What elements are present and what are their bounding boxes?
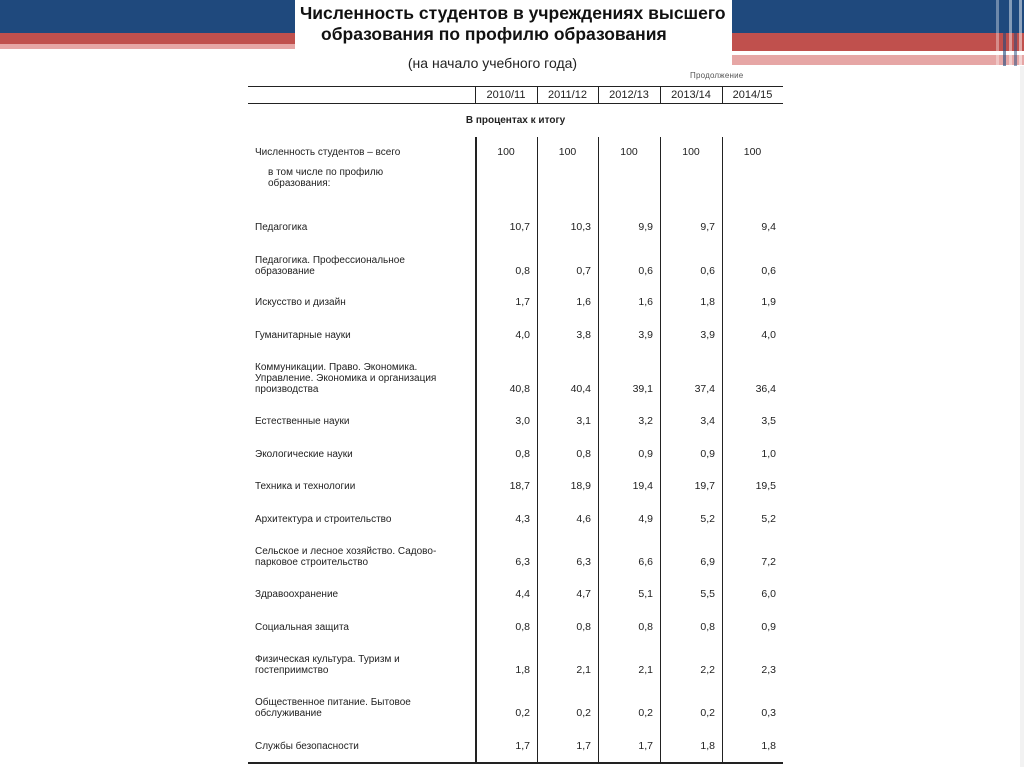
table-cell: 0,2	[700, 707, 715, 719]
table-cell: 6,3	[576, 556, 591, 568]
header-band-red-right	[732, 33, 1024, 51]
continuation-note: Продолжение	[690, 71, 744, 80]
row-label: Службы безопасности	[255, 741, 359, 752]
table-cell: 5,2	[761, 513, 776, 525]
table-section-label: В процентах к итогу	[465, 115, 566, 126]
table-cell: 3,9	[700, 329, 715, 341]
row-label: Педагогика. Профессиональное образование	[255, 255, 405, 277]
table-cell: 4,3	[515, 513, 530, 525]
table-cell: 10,7	[509, 221, 530, 233]
table-cell: 5,2	[700, 513, 715, 525]
table-cell: 5,1	[638, 588, 653, 600]
row-label: Техника и технологии	[255, 481, 356, 492]
table-cell: 1,8	[761, 740, 776, 752]
table-cell: 4,9	[638, 513, 653, 525]
table-cell: 1,9	[761, 296, 776, 308]
table-cell: 4,6	[576, 513, 591, 525]
table-cell: 3,1	[576, 415, 591, 427]
column-header: 2010/11	[486, 89, 526, 101]
table-cell: 0,8	[576, 448, 591, 460]
table-cell: 6,0	[761, 588, 776, 600]
row-label: Социальная защита	[255, 622, 349, 633]
table-cell: 0,8	[515, 448, 530, 460]
column-divider	[598, 137, 599, 762]
table-cell: 19,7	[694, 480, 715, 492]
table-cell: 100	[620, 146, 638, 158]
table-cell: 2,2	[700, 664, 715, 676]
header-divider	[722, 87, 723, 103]
table-cell: 0,8	[515, 265, 530, 277]
table-cell: 7,2	[761, 556, 776, 568]
table-cell: 9,4	[761, 221, 776, 233]
table-cell: 10,3	[570, 221, 591, 233]
table-cell: 0,6	[761, 265, 776, 277]
table-cell: 3,0	[515, 415, 530, 427]
table-cell: 0,2	[515, 707, 530, 719]
row-label: Сельское и лесное хозяйство. Садово-парковое строительство	[255, 546, 437, 568]
table-cell: 4,4	[515, 588, 530, 600]
decorative-stripe	[1019, 0, 1022, 66]
row-label: Естественные науки	[255, 416, 350, 427]
table-cell: 1,7	[576, 740, 591, 752]
column-header: 2013/14	[671, 89, 711, 101]
table-cell: 0,2	[638, 707, 653, 719]
table-cell: 0,2	[576, 707, 591, 719]
table-cell: 19,5	[755, 480, 776, 492]
subgroup-label: в том числе по профилю образования:	[268, 167, 384, 189]
table-cell: 0,9	[761, 621, 776, 633]
header-divider	[537, 87, 538, 103]
table-cell: 100	[497, 146, 515, 158]
row-label: Педагогика	[255, 222, 308, 233]
column-divider	[660, 137, 661, 762]
table-cell: 19,4	[632, 480, 653, 492]
table-cell: 6,3	[515, 556, 530, 568]
header-band-white-gap	[826, 65, 1024, 68]
table-cell: 1,7	[515, 296, 530, 308]
table-cell: 0,8	[576, 621, 591, 633]
table-cell: 3,2	[638, 415, 653, 427]
table-cell: 0,6	[700, 265, 715, 277]
table-cell: 36,4	[755, 383, 776, 395]
title-line-2: образования по профилю образования	[321, 24, 667, 44]
header-band-pink-right	[732, 55, 1024, 65]
table-cell: 4,7	[576, 588, 591, 600]
table-cell: 1,0	[761, 448, 776, 460]
table-cell: 0,8	[515, 621, 530, 633]
header-divider	[598, 87, 599, 103]
table-cell: 1,6	[576, 296, 591, 308]
table-cell: 2,1	[638, 664, 653, 676]
table-cell: 5,5	[700, 588, 715, 600]
header-divider	[475, 87, 476, 103]
table-cell: 0,8	[700, 621, 715, 633]
decorative-stripe	[1009, 0, 1012, 66]
table-cell: 1,7	[515, 740, 530, 752]
decorative-stripe	[996, 0, 999, 66]
table-cell: 9,9	[638, 221, 653, 233]
table-cell: 3,5	[761, 415, 776, 427]
header-band-pink-left	[0, 44, 296, 49]
table-cell: 1,7	[638, 740, 653, 752]
column-header: 2014/15	[732, 89, 773, 101]
table-cell: 6,6	[638, 556, 653, 568]
page-subtitle: (на начало учебного года)	[407, 55, 578, 71]
row-label: Архитектура и строительство	[255, 514, 392, 525]
table-cell: 2,3	[761, 664, 776, 676]
row-label: Здравоохранение	[255, 589, 339, 600]
page-title	[300, 3, 730, 45]
column-header: 2012/13	[609, 89, 649, 101]
table-cell: 39,1	[632, 383, 653, 395]
table-cell: 3,8	[576, 329, 591, 341]
table-cell: 100	[558, 146, 577, 158]
decorative-stripe	[1014, 0, 1017, 66]
table-bottom-rule	[248, 762, 783, 764]
table-cell: 1,6	[638, 296, 653, 308]
title-line-1: Численность студентов в учреждениях высшего	[300, 3, 726, 23]
table-cell: 6,9	[700, 556, 715, 568]
table-cell: 18,9	[570, 480, 591, 492]
right-edge-shadow	[1020, 66, 1024, 767]
row-label: Экологические науки	[255, 449, 353, 460]
table-header-rule	[248, 103, 783, 104]
row-label: Коммуникации. Право. Экономика. Управление. Экономика и организация производства	[255, 362, 437, 395]
table-cell: 18,7	[509, 480, 530, 492]
column-header: 2011/12	[548, 89, 587, 101]
row-label: Общественное питание. Бытовое обслуживание	[255, 697, 411, 719]
table-cell: 0,3	[761, 707, 776, 719]
table-cell: 3,4	[700, 415, 715, 427]
table-cell: 3,9	[638, 329, 653, 341]
table-cell: 40,4	[570, 383, 591, 395]
table-cell: 37,4	[694, 383, 715, 395]
table-cell: 0,9	[638, 448, 653, 460]
table-cell: 4,0	[515, 329, 530, 341]
table-cell: 40,8	[509, 383, 530, 395]
table-cell: 9,7	[700, 221, 715, 233]
table-cell: 0,7	[576, 265, 591, 277]
table-cell: 0,9	[700, 448, 715, 460]
table-cell: 1,8	[700, 740, 715, 752]
table-cell: 100	[682, 146, 700, 158]
row-label: Искусство и дизайн	[255, 297, 346, 308]
row-label: Физическая культура. Туризм и гостеприимство	[255, 654, 400, 676]
table-cell: 0,8	[638, 621, 653, 633]
table-cell: 4,0	[761, 329, 776, 341]
decorative-stripe	[1003, 0, 1006, 66]
table-cell: 0,6	[638, 265, 653, 277]
table-cell: 1,8	[700, 296, 715, 308]
header-divider	[660, 87, 661, 103]
row-label: Гуманитарные науки	[255, 330, 351, 341]
table-cell: 100	[743, 146, 762, 158]
row-label: Численность студентов – всего	[255, 147, 401, 158]
table-cell: 1,8	[515, 664, 530, 676]
table-cell: 2,1	[576, 664, 591, 676]
